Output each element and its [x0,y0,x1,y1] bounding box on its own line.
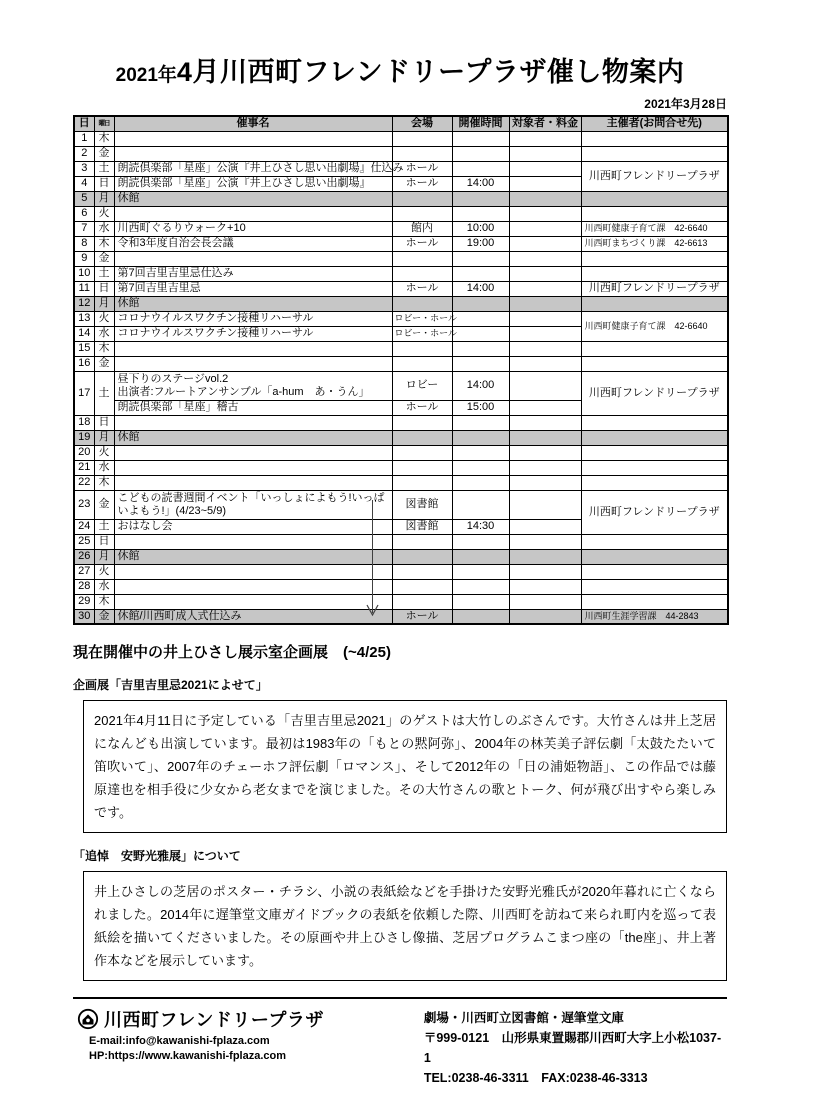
cell-venue: 図書館 [392,490,452,519]
cell-event: 令和3年度自治会長会議 [114,236,392,251]
exhibition-sub2: 「追悼 安野光雅展」について [73,849,241,863]
footer-logo-row [77,1006,406,1032]
cell-day: 29 [74,594,94,609]
cell-wd: 日 [94,281,114,296]
events-table [73,115,729,625]
cell-day: 10 [74,266,94,281]
table-row [74,311,728,326]
cell-contact [581,564,728,579]
exhibition-para2-box: 井上ひさしの芝居のポスター・チラシ、小説の表紙絵などを手掛けた安野光雅氏が2020年暮れに亡くなられました。2014年に遅筆堂文庫ガイドブックの表紙を依頼した際、川西町を訪ねて来られ町内を巡って表紙絵を描いてくださいました。その原画や井上ひさし像描、芝居プログラムこまつ座の「the座」、井上著作本などを展示しています。 [83,871,727,981]
cell-contact [581,594,728,609]
header-venue: 会場 [392,116,452,131]
header-contact: 主催者(お問合せ先) [581,116,728,131]
table-row [74,281,728,296]
cell-target [509,490,581,519]
table-row [74,534,728,549]
cell-wd: 金 [94,490,114,519]
cell-target [509,251,581,266]
cell-venue: ホール [392,281,452,296]
footer-left [77,1006,406,1088]
cell-contact [581,415,728,430]
cell-wd: 火 [94,311,114,326]
table-row [74,445,728,460]
footer-hp: HP:https://www.kawanishi-fplaza.com [89,1050,287,1062]
cell-wd: 木 [94,236,114,251]
cell-day: 16 [74,356,94,371]
table-row [74,475,728,490]
cell-contact [581,534,728,549]
cell-target [509,579,581,594]
cell-event: 休館 [114,549,392,564]
cell-target [509,534,581,549]
cell-wd: 月 [94,296,114,311]
cell-event: 朗読倶楽部「星座」公演『井上ひさし思い出劇場』 [114,176,392,191]
cell-venue: ホール [392,161,452,176]
cell-day: 28 [74,579,94,594]
cell-contact [581,206,728,221]
cell-time [452,490,509,519]
cell-time: 15:00 [452,400,509,415]
cell-venue [392,594,452,609]
exhibition-heading: 現在開催中の井上ひさし展示室企画展 (~4/25) [73,644,391,661]
cell-target [509,281,581,296]
cell-wd: 木 [94,131,114,146]
cell-target [509,131,581,146]
cell-venue: 館内 [392,221,452,236]
cell-day: 2 [74,146,94,161]
cell-venue: ロビー [392,371,452,400]
cell-target [509,146,581,161]
cell-time [452,146,509,161]
exhibition-sub1: 企画展「吉里吉里忌2021によせて」 [73,678,268,692]
cell-event [114,356,392,371]
cell-contact: 川西町フレンドリープラザ [581,490,728,534]
cell-event [114,579,392,594]
footer-email: E-mail:info@kawanishi-fplaza.com [89,1035,270,1047]
footer-address: 〒999-0121 山形県東置賜郡川西町大字上小松1037-1 [423,1031,722,1065]
cell-contact [581,460,728,475]
table-row [74,221,728,236]
cell-target [509,341,581,356]
cell-contact: 川西町フレンドリープラザ [581,371,728,415]
cell-wd: 木 [94,341,114,356]
exhibition-para1-box: 2021年4月11日に予定している「吉里吉里忌2021」のゲストは大竹しのぶさんです。大竹さんは井上芝居になんども出演しています。最初は1983年の「もとの黙阿弥」、2004年の林芙美子評伝劇「太鼓たたいて笛吹いて」、2007年のチェーホフ評伝劇「ロマンス」、そして2012年の「日の浦姫物語」、この作品では藤原達也を相手役に少女から老女までを演じました。その大竹さんの歌とトーク、何が飛び出すやら楽しみです。 [83,700,727,833]
cell-wd: 金 [94,251,114,266]
cell-venue [392,534,452,549]
footer-facility-desc: 劇場・川西町立図書館・遅筆堂文庫 [423,1011,624,1025]
cell-wd: 木 [94,475,114,490]
cell-venue [392,146,452,161]
table-row [74,490,728,519]
cell-contact [581,341,728,356]
cell-contact [581,251,728,266]
table-row [74,206,728,221]
footer [73,997,727,1088]
cell-time [452,594,509,609]
cell-time [452,564,509,579]
cell-target [509,549,581,564]
issued-date: 2021年3月28日 [644,97,727,111]
cell-day: 11 [74,281,94,296]
cell-event: おはなし会 [114,519,392,534]
cell-day: 9 [74,251,94,266]
cell-event [114,251,392,266]
cell-contact [581,445,728,460]
cell-event: 休館 [114,191,392,206]
home-icon [77,1008,99,1030]
cell-wd: 月 [94,430,114,445]
cell-wd: 火 [94,445,114,460]
cell-target [509,266,581,281]
header-row [74,116,728,131]
title-main: 4月川西町フレンドリープラザ催し物案内 [176,57,685,87]
table-row [74,341,728,356]
table-row [74,191,728,206]
cell-event [114,341,392,356]
cell-target [509,236,581,251]
cell-wd: 土 [94,266,114,281]
cell-time [452,266,509,281]
cell-day: 7 [74,221,94,236]
cell-time [452,341,509,356]
cell-day: 17 [74,371,94,415]
events-table-body [74,131,728,624]
cell-time [452,609,509,624]
cell-wd: 金 [94,609,114,624]
cell-event [114,146,392,161]
cell-time: 19:00 [452,236,509,251]
cell-target [509,296,581,311]
cell-event [114,475,392,490]
cell-day: 8 [74,236,94,251]
cell-target [509,161,581,176]
table-row [74,549,728,564]
cell-time: 14:00 [452,371,509,400]
cell-wd: 土 [94,519,114,534]
header-event: 催事名 [114,116,392,131]
content-area [73,50,727,1088]
cell-time [452,191,509,206]
cell-time: 14:00 [452,281,509,296]
cell-day: 5 [74,191,94,206]
header-wd: 曜日 [94,116,114,131]
cell-event [114,534,392,549]
cell-wd: 水 [94,460,114,475]
cell-event: 川西町ぐるりウォーク+10 [114,221,392,236]
header-time: 開催時間 [452,116,509,131]
cell-day: 3 [74,161,94,176]
table-row [74,579,728,594]
cell-day: 6 [74,206,94,221]
cell-contact [581,475,728,490]
table-row [74,460,728,475]
cell-time [452,206,509,221]
table-row [74,356,728,371]
cell-day: 22 [74,475,94,490]
cell-target [509,371,581,400]
cell-time [452,475,509,490]
cell-target [509,415,581,430]
table-row [74,564,728,579]
cell-target [509,400,581,415]
cell-day: 27 [74,564,94,579]
cell-venue [392,460,452,475]
cell-day: 14 [74,326,94,341]
cell-event [114,460,392,475]
cell-contact: 川西町フレンドリープラザ [581,161,728,191]
cell-venue: 図書館 [392,519,452,534]
table-row [74,131,728,146]
cell-contact [581,549,728,564]
cell-contact [581,430,728,445]
cell-venue [392,445,452,460]
cell-day: 18 [74,415,94,430]
table-row [74,594,728,609]
cell-contact: 川西町生涯学習課 44-2843 [581,609,728,624]
cell-day: 20 [74,445,94,460]
cell-venue [392,191,452,206]
cell-wd: 土 [94,371,114,415]
cell-venue: ロビー・ホール [392,311,452,326]
cell-event: 休館 [114,296,392,311]
cell-event: 昼下りのステージvol.2 出演者:フルートアンサンブル「a-hum あ・うん」 [114,371,392,400]
cell-venue [392,475,452,490]
cell-time [452,579,509,594]
cell-time [452,251,509,266]
cell-event: こどもの読書週間イベント「いっしょによもう!いっぱいよもう!」(4/23~5/9) [114,490,392,519]
cell-venue [392,415,452,430]
cell-contact: 川西町健康子育て課 42-6640 [581,311,728,341]
cell-time [452,534,509,549]
cell-wd: 日 [94,176,114,191]
cell-time [452,549,509,564]
cell-venue [392,251,452,266]
cell-contact: 川西町フレンドリープラザ [581,281,728,296]
cell-event: 休館/川西町成人式仕込み [114,609,392,624]
cell-day: 4 [74,176,94,191]
flyer-page [0,50,820,1111]
cell-target [509,326,581,341]
cell-venue: ロビー・ホール [392,326,452,341]
cell-time: 14:00 [452,176,509,191]
cell-venue [392,549,452,564]
table-row [74,146,728,161]
cell-contact: 川西町健康子育て課 42-6640 [581,221,728,236]
cell-wd: 土 [94,161,114,176]
cell-event [114,445,392,460]
cell-target [509,311,581,326]
cell-venue: ホール [392,400,452,415]
table-row [74,251,728,266]
cell-target [509,460,581,475]
cell-contact [581,191,728,206]
cell-day: 25 [74,534,94,549]
cell-wd: 金 [94,146,114,161]
cell-day: 15 [74,341,94,356]
cell-event [114,564,392,579]
cell-day: 13 [74,311,94,326]
footer-tel-fax: TEL:0238-46-3311 FAX:0238-46-3313 [423,1071,648,1085]
cell-venue [392,579,452,594]
cell-wd: 金 [94,356,114,371]
table-row [74,430,728,445]
cell-event: 第7回吉里吉里忌 [114,281,392,296]
cell-venue [392,296,452,311]
cell-time: 10:00 [452,221,509,236]
cell-wd: 月 [94,191,114,206]
page-title [73,50,727,89]
cell-wd: 木 [94,594,114,609]
cell-contact [581,579,728,594]
cell-target [509,564,581,579]
cell-contact [581,266,728,281]
cell-wd: 水 [94,221,114,236]
cell-target [509,221,581,236]
cell-time [452,311,509,326]
cell-time [452,326,509,341]
cell-venue [392,266,452,281]
header-day: 日 [74,116,94,131]
cell-time [452,161,509,176]
table-row [74,415,728,430]
events-table-head [74,116,728,131]
header-target: 対象者・料金 [509,116,581,131]
cell-event: 休館 [114,430,392,445]
table-row [74,609,728,624]
cell-day: 1 [74,131,94,146]
cell-wd: 月 [94,549,114,564]
cell-target [509,191,581,206]
footer-right [424,1008,727,1088]
cell-day: 21 [74,460,94,475]
cell-wd: 日 [94,415,114,430]
cell-venue: ホール [392,236,452,251]
cell-venue [392,131,452,146]
cell-day: 19 [74,430,94,445]
cell-event: 朗読倶楽部「星座」稽古 [114,400,392,415]
cell-venue [392,206,452,221]
cell-event [114,131,392,146]
table-row [74,296,728,311]
cell-time [452,131,509,146]
cell-event [114,594,392,609]
cell-day: 12 [74,296,94,311]
cell-wd: 火 [94,564,114,579]
events-table-wrap [73,115,727,625]
table-row [74,266,728,281]
cell-event: 朗読倶楽部「星座」公演『井上ひさし思い出劇場』仕込み [114,161,392,176]
cell-venue [392,341,452,356]
cell-venue [392,430,452,445]
cell-wd: 日 [94,534,114,549]
cell-venue [392,564,452,579]
cell-target [509,206,581,221]
cell-target [509,519,581,534]
cell-time [452,296,509,311]
cell-target [509,445,581,460]
cell-target [509,356,581,371]
title-year: 2021年 [115,65,177,86]
cell-contact [581,131,728,146]
cell-target [509,475,581,490]
cell-wd: 水 [94,579,114,594]
table-row [74,161,728,176]
cell-contact [581,296,728,311]
cell-event [114,415,392,430]
cell-contact [581,356,728,371]
table-row [74,371,728,400]
cell-event: コロナウイルスワクチン接種リハーサル [114,326,392,341]
cell-contact [581,146,728,161]
cell-venue [392,356,452,371]
cell-time [452,445,509,460]
cell-wd: 水 [94,326,114,341]
cell-target [509,430,581,445]
table-row [74,236,728,251]
cell-time [452,415,509,430]
cell-time [452,430,509,445]
cell-target [509,594,581,609]
cell-event: コロナウイルスワクチン接種リハーサル [114,311,392,326]
cell-time [452,356,509,371]
cell-venue: ホール [392,609,452,624]
cell-contact: 川西町まちづくり課 42-6613 [581,236,728,251]
cell-day: 23 [74,490,94,519]
cell-event: 第7回吉里吉里忌仕込み [114,266,392,281]
cell-venue: ホール [392,176,452,191]
cell-event [114,206,392,221]
cell-day: 24 [74,519,94,534]
org-name: 川西町フレンドリープラザ [104,1010,324,1030]
cell-target [509,609,581,624]
cell-day: 26 [74,549,94,564]
cell-target [509,176,581,191]
cell-day: 30 [74,609,94,624]
cell-time [452,460,509,475]
cell-wd: 火 [94,206,114,221]
cell-time: 14:30 [452,519,509,534]
